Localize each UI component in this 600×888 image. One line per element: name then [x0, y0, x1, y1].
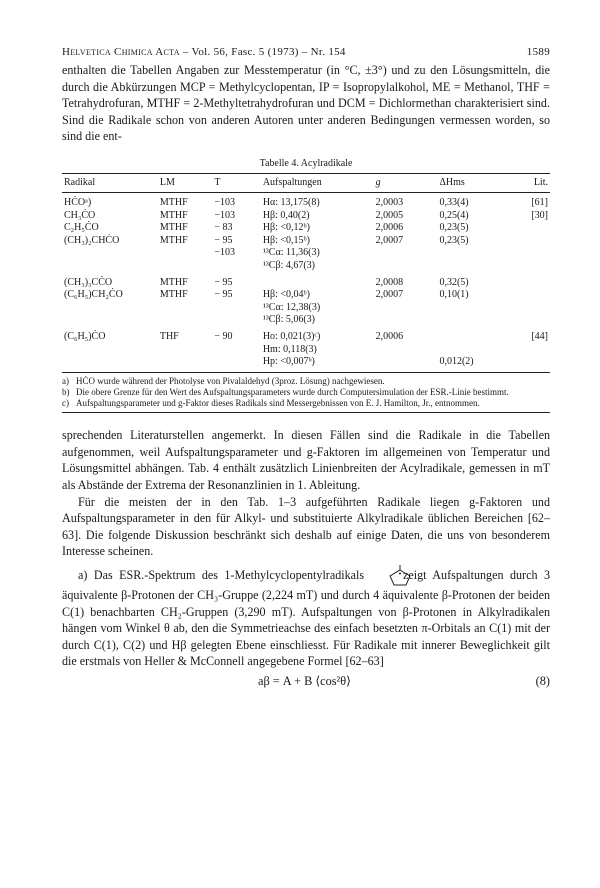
cell-lm: THF [158, 327, 213, 372]
footnote-mark: a) [62, 375, 69, 386]
splitting-line: Hβ: <0,04ᵇ) [262, 289, 310, 301]
cell-splitting [261, 327, 374, 372]
cell-splitting [261, 235, 374, 273]
footnote-text: HĊO wurde während der Photolyse von Pivalaldehyd (3proz. Lösung) nachgewiesen. [76, 375, 385, 386]
col-header-g: g [374, 173, 438, 192]
cell-g: 2,0008 [375, 276, 404, 288]
cell-dh: 0,23(5) [439, 234, 469, 246]
cell-lit: [44] [511, 327, 550, 372]
table-row [62, 327, 550, 372]
cell-lit: [30] [531, 209, 548, 221]
table-row [62, 222, 550, 235]
col-header-aufspaltungen: Aufspaltungen [261, 173, 374, 192]
cell-radical: (CH₃)₃CĊO [64, 276, 113, 288]
cell-radical: HĊOᵃ) [64, 196, 92, 208]
table-row [62, 289, 550, 327]
cell-dh-line: 0,012(2) [439, 356, 474, 368]
splitting-line: ¹³Cβ: 4,67(3) [262, 259, 316, 271]
table-caption: Tabelle 4. Acylradikale [259, 157, 353, 169]
running-header [62, 46, 550, 58]
cell-radical: CH₃ĊO [64, 209, 96, 221]
cell-t: − 90 [212, 327, 260, 372]
cell-g: 2,0007 [375, 234, 404, 246]
table-row [62, 192, 550, 209]
paragraph-3a: a) Das ESR.-Spektrum des 1-Methylcyclopentylradikals [78, 567, 365, 582]
cell-g: 2,0006 [375, 222, 404, 234]
page [62, 46, 550, 689]
table-header-row [62, 173, 550, 192]
cell-splitting: Hβ: <0,12ᵇ) [262, 222, 310, 234]
cell-lm: MTHF [159, 276, 188, 288]
footnote-mark: b) [62, 386, 70, 397]
splitting-line: Hβ: <0,15ᵇ) [262, 234, 310, 246]
cell-t-line: − 95 [214, 234, 233, 246]
paragraph-top: enthalten die Tabellen Angaben zur Messtemperatur (in °C, ±3°) und zu den Lösungsmitteln, die durch die Abkürzungen MCP = Methylcyclopentan, IP = Isopropylalkohol, ME = Methanol, THF = Tetrahydrofuran, MTHF = 2-Methyltetrahydrofuran und DCM = Dichlormethan charakterisiert sind. Sind die Radikale schon von anderen Autoren unter anderen Bedingungen vermessen worden, so sind die ent- [62, 63, 550, 144]
cell-splitting [261, 289, 374, 327]
cell-radical: (C₆H₅)ĊO [62, 327, 158, 372]
cell-t: − 83 [214, 222, 233, 234]
cell-g: 2,0003 [375, 196, 404, 208]
cell-radical: (CH₃)₂CHĊO [64, 234, 120, 246]
cell-dh: 0,32(5) [439, 276, 469, 288]
cell-splitting: Hα: 13,175(8) [262, 196, 320, 208]
col-header-dh: ΔHms [437, 173, 511, 192]
table-row [62, 273, 550, 290]
equation-number: (8) [535, 674, 550, 689]
cell-splitting: Hβ: 0,40(2) [262, 209, 310, 221]
cell-dh: 0,23(5) [439, 222, 469, 234]
cell-t: −103 [214, 209, 235, 221]
paragraph-mid: sprechenden Literaturstellen angemerkt. In diesen Fällen sind die Radikale in die Tabellen aufgenommen, weil Aufspaltungsparameter und g-Faktoren im allgemeinen von Temperatur und Lösungsmittel abhängen. Tab. 4 enthält zusätzlich Linienbreiten der Acylradikale, gemessen in mT als Abstände der Extrema der Resonanzlinien in 1. Ableitung. [62, 428, 550, 493]
cell-lm: MTHF [159, 234, 188, 246]
cell-dh-line [439, 331, 509, 344]
col-header-lm: LM [158, 173, 213, 192]
paragraph-2: Für die meisten der in den Tab. 1–3 aufgeführten Radikale liegen g-Faktoren und Aufspaltungsparameter in den für Alkyl- und substituierte Alkylradikale üblichen Bereichen [62–63]. Die folgende Diskussion beschränkt sich deshalb auf einige Daten, die uns von besonderem Interesse scheinen. [62, 494, 550, 559]
cell-t: −103 [214, 196, 235, 208]
cell-dh: 0,25(4) [439, 209, 469, 221]
cell-lm: MTHF [159, 196, 188, 208]
cell-lit [511, 273, 550, 290]
cell-lm: MTHF [159, 222, 188, 234]
methylcyclopentyl-ring-icon [371, 565, 397, 587]
cell-g: 2,0007 [375, 289, 404, 301]
splitting-line: ¹³Cβ: 5,06(3) [262, 314, 316, 326]
cell-splitting [261, 273, 374, 290]
cell-t: − 95 [214, 289, 233, 301]
table-row [62, 210, 550, 223]
cell-lit: [61] [531, 196, 548, 208]
splitting-line: ¹³Cα: 12,38(3) [262, 301, 321, 313]
footnote [62, 376, 550, 387]
footnote [62, 387, 550, 398]
cell-lit [511, 235, 550, 273]
cell-dh: 0,10(1) [439, 289, 469, 301]
col-header-t: T [212, 173, 260, 192]
splitting-line: Hp: <0,007ᵇ) [262, 356, 315, 368]
table-footnotes [62, 376, 550, 414]
col-header-radikal: Radikal [62, 173, 158, 192]
cell-radical: (C₆H₅)CH₂ĊO [64, 289, 123, 301]
footnote-text: Die obere Grenze für den Wert des Aufspaltungsparameters wurde durch Computersimulation der ESR.-Linie bestimmt. [76, 386, 509, 397]
splitting-line: ¹³Cα: 11,36(3) [262, 247, 320, 259]
equation-text: aβ = A + B ⟨cos²θ⟩ [258, 674, 351, 689]
cell-t: − 95 [214, 276, 233, 288]
paragraph-3 [62, 565, 550, 670]
cell-g: 2,0005 [375, 209, 404, 221]
cell-lm: MTHF [159, 289, 188, 301]
equation-8 [62, 674, 550, 689]
table-row [62, 235, 550, 273]
cell-t [212, 235, 260, 273]
journal-header: Helvetica Chimica Acta – Vol. 56, Fasc. 5 (1973) – Nr. 154 [62, 46, 346, 58]
page-number: 1589 [526, 46, 550, 58]
splitting-line: Hm: 0,118(3) [262, 343, 317, 355]
cell-radical: C₂H₅ĊO [64, 222, 99, 234]
footnote-mark: c) [62, 398, 69, 409]
cell-g: 2,0006 [374, 327, 438, 372]
col-header-lit: Lit. [511, 173, 550, 192]
cell-dh [437, 327, 511, 372]
cell-lit [511, 222, 550, 235]
cell-lit [511, 289, 550, 327]
cell-dh: 0,33(4) [439, 196, 469, 208]
cell-lm: MTHF [159, 209, 188, 221]
footnote [62, 398, 550, 409]
splitting-line: Ho: 0,021(3)ᶜ) [262, 330, 321, 342]
footnote-text: Aufspaltungsparameter und g-Faktor dieses Radikals sind Messergebnissen von E. J. Hamilton, Jr., entnommen. [76, 398, 480, 409]
paragraph-3b: zeigt Aufspaltungen durch 3 äquivalente β-Protonen der CH₃-Gruppe (2,224 mT) und durch 4 äquivalente β-Protonen der beiden C(1) benachbarten CH₂-Gruppen (3,290 mT). Aufspaltungen von β-Protonen in Alkylradikalen hängen vom Winkel θ ab, den die Symmetrieachse des einfach besetzten π-Orbitals an C(1) mit der durch C(1), C(2) und Hβ gelegten Ebene einschliesst. Für Radikale mit innerer Beweglichkeit gilt die erstmals von Heller & McConnell angegebene Formel [62–63] [62, 567, 550, 669]
acyl-radical-table [62, 173, 550, 373]
cell-t-line: −103 [214, 247, 235, 259]
